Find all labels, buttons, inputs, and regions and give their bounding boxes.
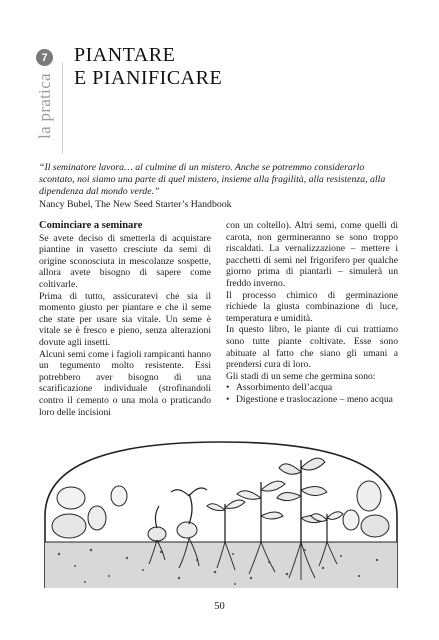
- list-item: • Digestione e traslocazione – meno acqua: [226, 394, 398, 406]
- paragraph: con un coltello). Altri semi, come quelli di carota, non germineranno se sono troppo riscaldati. La vernalizzazione – mettere i pacchetti di semi nel frigorifero per qualche giorno prima di piantarli – simulerà un freddo inverno.: [226, 220, 398, 289]
- paragraph: Alcuni semi come i fagioli rampicanti hanno un tegumento molto resistente. Essi potrebbero aver bisogno di una scarificazione individuale (strofinandoli contro il cemento o una mola o praticando loro delle incisioni: [39, 348, 211, 418]
- epigraph-quote: “Il seminatore lavora… al culmine di un mistero. Anche se potremmo considerarlo scontato, noi siamo una parte di quel mistero, insieme alla fragilità, alla resistenza, alla dipendenza dal mondo verde.”: [39, 162, 386, 197]
- chapter-title: [74, 44, 222, 90]
- epigraph-source: Nancy Bubel, The New Seed Starter’s Handbook: [39, 199, 232, 210]
- list-item: • Assorbimento dell’acqua: [226, 382, 398, 394]
- left-column: [39, 220, 211, 418]
- chapter-number: 7: [41, 51, 48, 64]
- chapter-title-line1: PIANTARE: [74, 44, 176, 66]
- paragraph: In questo libro, le piante di cui trattiamo sono tutte piante coltivate. Esse sono abituate al fatto che siano gli umani a prendersi cura di loro.: [226, 324, 398, 371]
- header-divider: [62, 62, 63, 154]
- chapter-title-line2: E PIANIFICARE: [74, 67, 223, 89]
- section-tab-label: la pratica: [35, 73, 55, 139]
- right-column: [226, 220, 398, 406]
- germination-stages-list: [226, 382, 398, 405]
- section-tab: [34, 62, 56, 150]
- paragraph: Gli stadi di un seme che germina sono:: [226, 370, 376, 382]
- seed-germination-illustration: [39, 438, 403, 598]
- page-number: 50: [214, 601, 225, 612]
- paragraph: Prima di tutto, assicuratevi che sia il momento giusto per piantare e che il seme che state per usare sia vitale. Un seme è vitale se è fresco e pieno, senza alterazioni dovute agli insetti.: [39, 290, 211, 348]
- paragraph: Il processo chimico di germinazione richiede la giusta combinazione di luce, temperatura e umidità.: [226, 289, 398, 324]
- epigraph: [39, 162, 399, 211]
- paragraph: Se avete deciso di smetterla di acquistare piantine in vasetto cresciute da semi di origine sconosciuta in mescolanze sospette, allora avete bisogno di sapere come coltivarle.: [39, 232, 211, 290]
- section-heading: Cominciare a seminare: [39, 220, 143, 231]
